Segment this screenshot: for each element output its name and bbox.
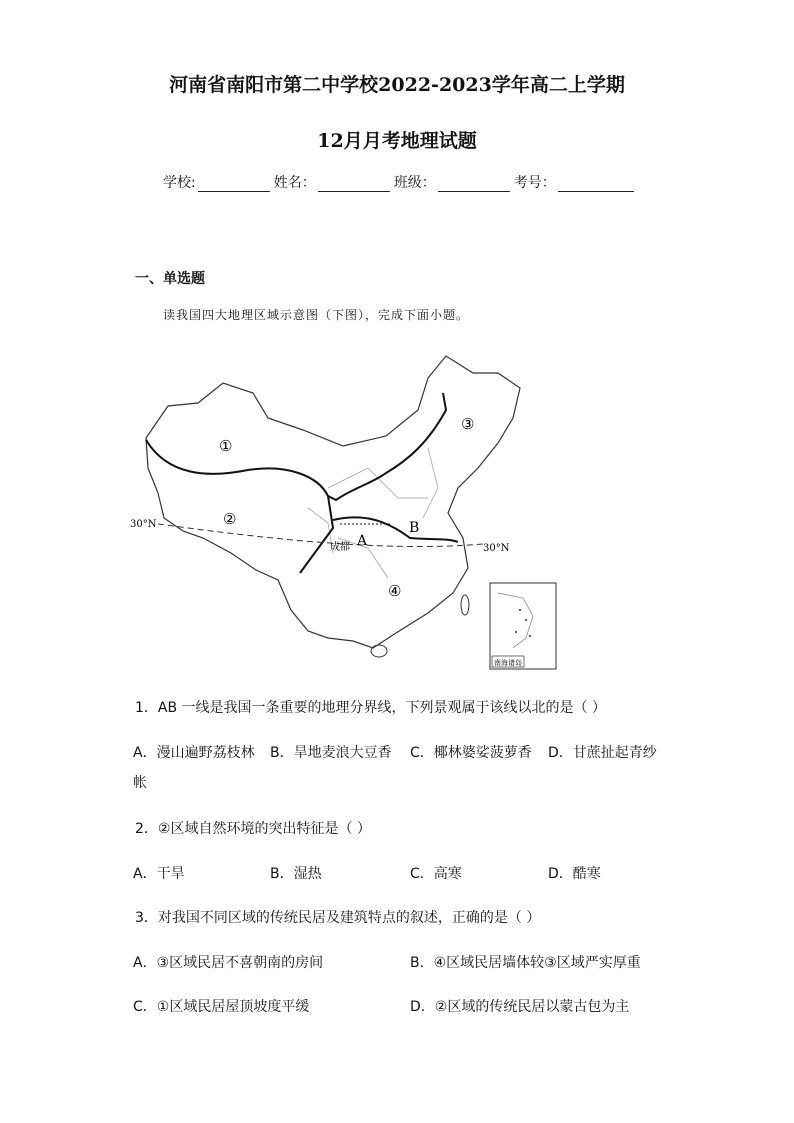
q3-option-b[interactable]: B．④区域民居墙体较③区域严实厚重 bbox=[410, 955, 641, 971]
school-label: 学校: bbox=[163, 175, 196, 191]
q1-option-d[interactable]: D．甘蔗扯起青纱 bbox=[548, 745, 657, 761]
name-field[interactable] bbox=[318, 175, 390, 192]
intro-text: 读我国四大地理区域示意图（下图），完成下面小题。 bbox=[163, 308, 470, 322]
q3-option-c[interactable]: C．①区域民居屋顶坡度平缓 bbox=[133, 999, 310, 1015]
china-outline bbox=[146, 356, 520, 648]
point-b-label: B bbox=[409, 520, 420, 536]
boundary-2-4 bbox=[300, 496, 333, 573]
region-4-label: ④ bbox=[388, 582, 402, 600]
title-line-2: 12月月考地理试题 bbox=[317, 130, 477, 152]
student-info bbox=[163, 172, 638, 192]
latitude-line bbox=[158, 524, 483, 547]
china-regions-map bbox=[128, 348, 558, 670]
q1-option-d-cont: 帐 bbox=[133, 775, 147, 791]
q1-option-b[interactable]: B．旱地麦浪大豆香 bbox=[270, 745, 392, 761]
class-label: 班级： bbox=[393, 175, 436, 191]
q1-option-c[interactable]: C．椰林婆娑菠萝香 bbox=[410, 745, 532, 761]
class-field[interactable] bbox=[438, 175, 510, 192]
lat-left-label: 30°N bbox=[130, 519, 157, 530]
section-heading: 一、单选题 bbox=[135, 271, 205, 287]
region-2-label: ② bbox=[223, 510, 237, 528]
inset-label: 南海诸岛 bbox=[494, 659, 522, 667]
name-label: 姓名： bbox=[273, 175, 316, 191]
point-a-label: A bbox=[357, 533, 368, 549]
q3-option-a[interactable]: A．③区域民居不喜朝南的房间 bbox=[133, 955, 324, 971]
q1-option-a[interactable]: A．漫山遍野荔枝林 bbox=[133, 745, 255, 761]
region-3-label: ③ bbox=[461, 415, 475, 433]
boundary-1-2 bbox=[146, 393, 446, 500]
chengdu-label: 成都 bbox=[330, 542, 350, 553]
q3-option-d[interactable]: D．②区域的传统民居以蒙古包为主 bbox=[410, 999, 630, 1015]
q2-option-c[interactable]: C．高寒 bbox=[410, 866, 462, 882]
school-field[interactable] bbox=[198, 175, 270, 192]
q2-option-a[interactable]: A．干旱 bbox=[133, 866, 185, 882]
question-3-stem: 3．对我国不同区域的传统民居及建筑特点的叙述，正确的是（ ） bbox=[135, 910, 541, 926]
question-2-stem: 2．②区域自然环境的突出特征是（ ） bbox=[135, 821, 371, 837]
lat-right-label: 30°N bbox=[483, 543, 510, 554]
title-line-1: 河南省南阳市第二中学校2022-2023学年高二上学期 bbox=[169, 74, 625, 96]
region-1-label: ① bbox=[219, 437, 233, 455]
q2-option-d[interactable]: D．酷寒 bbox=[548, 866, 601, 882]
exam-no-field[interactable] bbox=[558, 175, 634, 192]
question-1-stem: 1．AB 一线是我国一条重要的地理分界线，下列景观属于该线以北的是（ ） bbox=[135, 700, 606, 716]
boundary-ab bbox=[333, 517, 458, 542]
q2-option-b[interactable]: B．湿热 bbox=[270, 866, 322, 882]
exam-no-label: 考号： bbox=[513, 175, 556, 191]
